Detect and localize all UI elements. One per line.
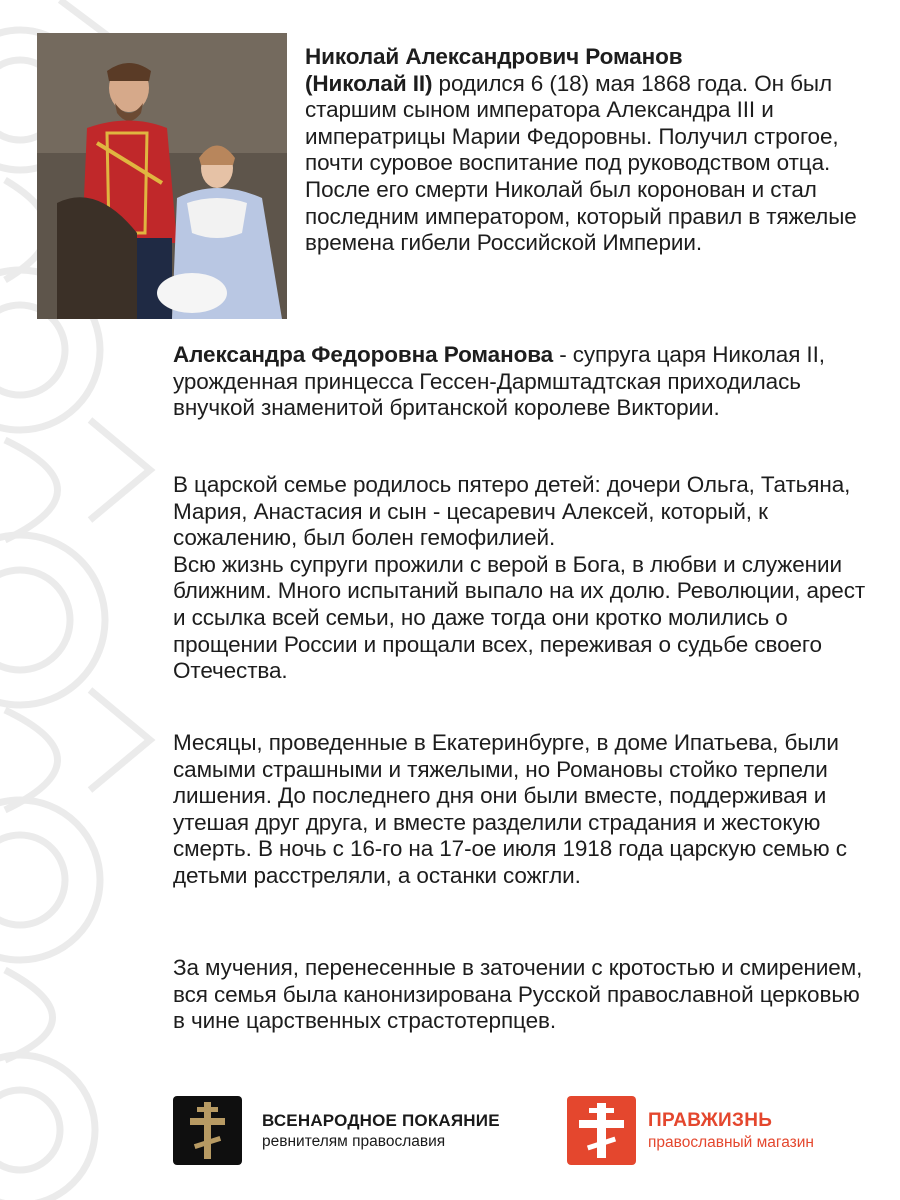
ekaterinburg-text: Месяцы, проведенные в Екатеринбурге, в доме Ипатьева, были самыми страшными и тяжелыми, но Романовы стойко терпели лишения. До последнего дня они были вместе, поддерживая и утешая друг друга, и вместе разделили страдания и жестокую смерть. В ночь с 16-го на 17-ое июля 1918 года царскую семью с детьми расстреляли, а останки сожгли. — [173, 730, 847, 888]
alexandra-bio-text: - супруга царя Николая II, урожденная принцесса Гессен-Дармштадтская приходилась внучкой знаменитой британской королеве Виктории. — [173, 342, 825, 421]
faith-text: Всю жизнь супруги прожили с верой в Бога, в любви и служении ближним. Много испытаний выпало на их долю. Революции, арест и ссылка всей семьи, но даже тогда они кротко молились о прощении России и прощали всех, переживая о судьбе своего Отечества. — [173, 551, 866, 684]
nicholas-regnal-name: (Николай II) — [305, 70, 433, 96]
vsenarodnoe-pokayanie-logo[interactable] — [173, 1096, 500, 1165]
romanov-portrait-photo — [37, 33, 287, 319]
canonization-paragraph — [173, 955, 873, 1035]
logo-box-dark — [173, 1096, 242, 1165]
children-paragraph — [173, 472, 873, 685]
pravzhizn-logo[interactable] — [567, 1096, 814, 1165]
logo-box-red — [567, 1096, 636, 1165]
orthodox-cross-icon — [567, 1096, 636, 1165]
alexandra-bio-paragraph — [173, 342, 873, 422]
orthodox-cross-icon — [173, 1096, 242, 1165]
nicholas-bio-paragraph — [305, 44, 885, 257]
children-text: В царской семье родилось пятеро детей: дочери Ольга, Татьяна, Мария, Анастасия и сын - цесаревич Алексей, который, к сожалению, был болен гемофилией. — [173, 472, 851, 551]
ekaterinburg-paragraph — [173, 730, 873, 890]
logo-left-subtitle: ревнителям православия — [262, 1132, 446, 1150]
portrait-illustration — [37, 33, 287, 319]
nicholas-bio-text: родился 6 (18) мая 1868 года. Он был старшим сыном императора Александра III и императрицы Марии Федоровны. Получил строгое, почти суровое воспитание под руководством отца. После его смерти Николай был коронован и стал последним императором, который правил в тяжелые времена гибели Российской Империи. — [305, 70, 857, 256]
nicholas-name: Николай Александрович Романов — [305, 44, 683, 69]
logo-right-subtitle: православный магазин — [648, 1133, 814, 1151]
canonization-text: За мучения, перенесенные в заточении с кротостью и смирением, вся семья была канонизирована Русской православной церковью в чине царственных страстотерпцев. — [173, 955, 863, 1034]
logo-left-title: ВСЕНАРОДНОЕ ПОКАЯНИЕ — [262, 1110, 500, 1130]
logo-right-title: ПРАВЖИЗНЬ — [648, 1109, 773, 1131]
alexandra-name: Александра Федоровна Романова — [173, 342, 554, 367]
